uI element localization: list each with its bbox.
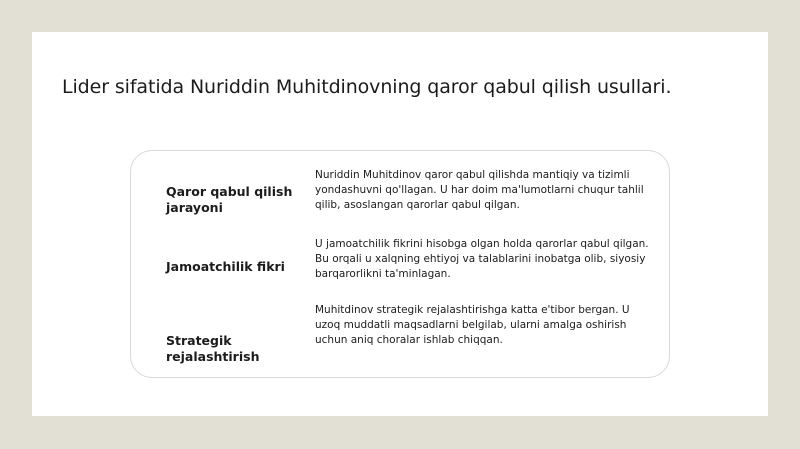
- row-description: U jamoatchilik fikrini hisobga olgan holda qarorlar qabul qilgan. Bu orqali u xalqning ehtiyoj va talablarini inobatga olib, siyosiy barqarorlikni ta'minlagan.: [315, 238, 649, 280]
- row-description: Muhitdinov strategik rejalashtirishga katta e'tibor bergan. U uzoq muddatli maqsadlarni belgilab, ularni amalga oshirish uchun aniq choralar ishlab chiqqan.: [315, 304, 630, 346]
- row-label: Jamoatchilik fikri: [166, 259, 285, 274]
- row-label: Strategik rejalashtirish: [166, 333, 260, 364]
- slide-title: Lider sifatida Nuriddin Muhitdinovning qaror qabul qilish usullari.: [62, 76, 672, 98]
- row-description: Nuriddin Muhitdinov qaror qabul qilishda mantiqiy va tizimli yondashuvni qo'llagan. U har doim ma'lumotlarni chuqur tahlil qilib, asoslangan qarorlar qabul qilgan.: [315, 169, 644, 211]
- row-label: Qaror qabul qilish jarayoni: [166, 184, 293, 215]
- content-card: [130, 150, 670, 378]
- slide: [32, 32, 768, 416]
